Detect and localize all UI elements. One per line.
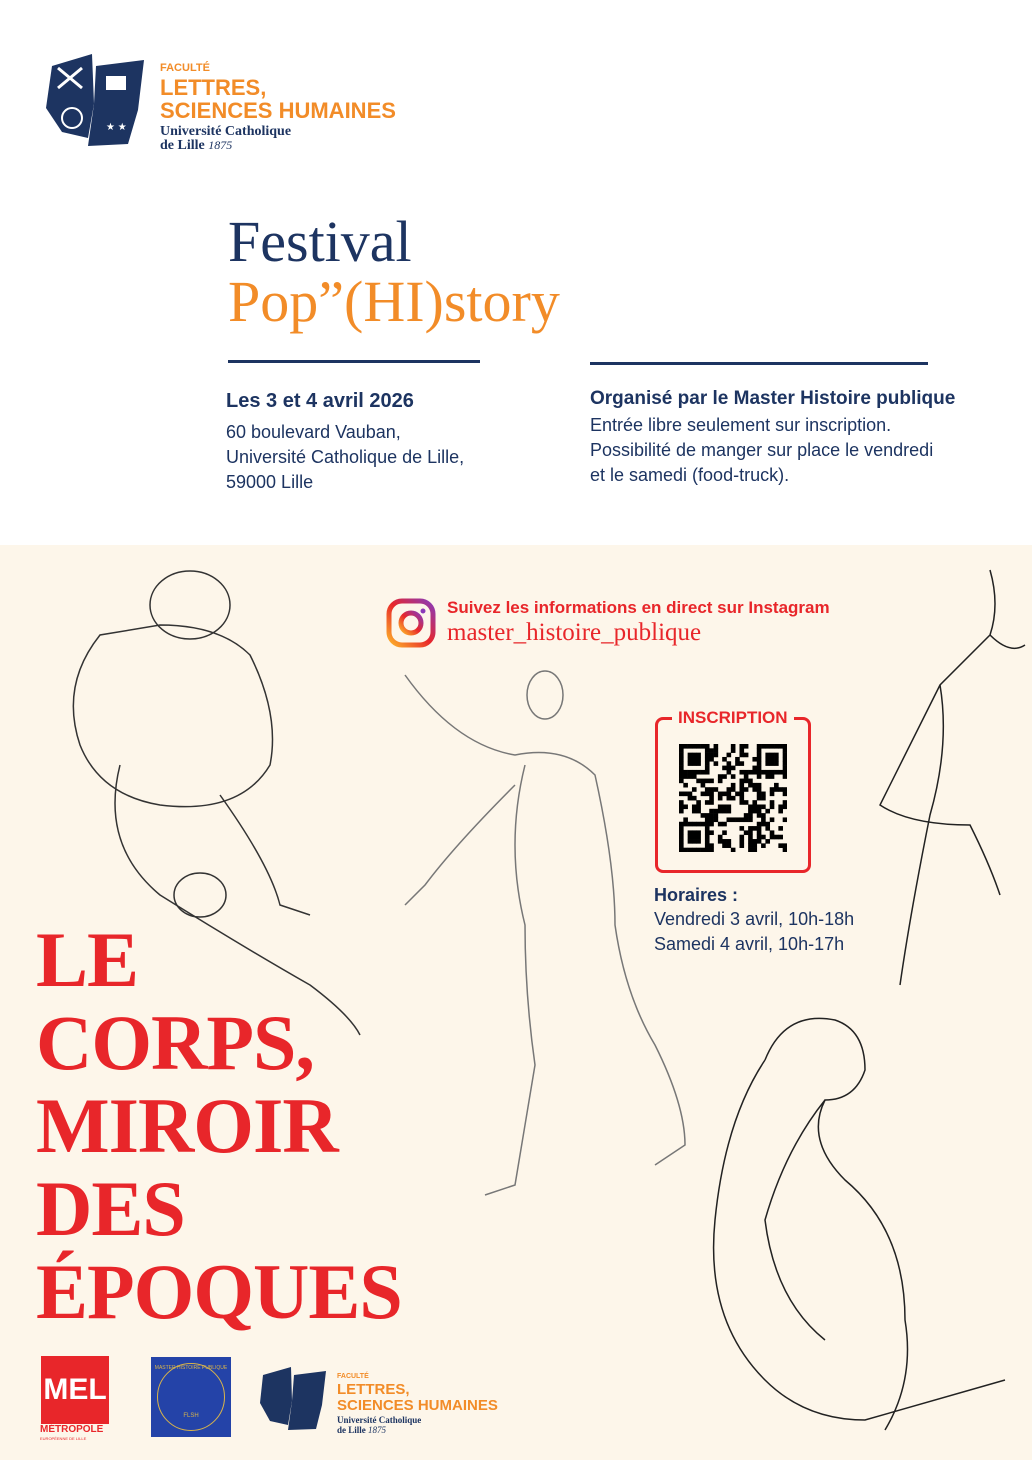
mel-logo: MEL <box>41 1356 109 1424</box>
footer-faculty-name-2: SCIENCES HUMAINES <box>337 1397 498 1414</box>
footer-faculty-name-1: LETTRES, <box>337 1381 410 1398</box>
svg-text:★ ★: ★ ★ <box>106 122 127 133</box>
festival-title: Festival <box>228 209 412 274</box>
organizer-heading: Organisé par le Master Histoire publique <box>590 388 956 409</box>
university-crest-icon <box>44 48 148 148</box>
line-art-figure-illustration <box>705 1000 1025 1440</box>
instagram-icon[interactable] <box>386 598 436 648</box>
event-dates: Les 3 et 4 avril 2026 <box>226 390 414 412</box>
instagram-label: Suivez les informations en direct sur Instagram <box>447 598 830 617</box>
divider-left <box>228 360 480 363</box>
footer-university-city: de Lille 1875 <box>337 1425 386 1435</box>
inscription-label: INSCRIPTION <box>672 708 794 728</box>
university-name: Université Catholique <box>160 124 292 139</box>
mel-sub2: EUROPÉENNE DE LILLE <box>40 1436 87 1441</box>
event-address: 60 boulevard Vauban, Université Catholique de Lille, 59000 Lille <box>226 422 465 492</box>
theme-title: LE CORPS, MIROIR DES ÉPOQUES <box>36 916 402 1335</box>
footer-university-name: Université Catholique <box>337 1415 422 1425</box>
footer-faculty-label: FACULTÉ <box>337 1373 369 1380</box>
hours-list: Vendredi 3 avril, 10h-18h Samedi 4 avril, 10h-17h <box>654 909 855 954</box>
hours-heading: Horaires : <box>654 885 739 905</box>
university-city: de Lille 1875 <box>160 138 233 153</box>
master-seal-logo: MASTER HISTOIRE PUBLIQUE FLSH <box>151 1357 231 1437</box>
qr-code[interactable] <box>679 744 787 852</box>
line-art-woman-illustration <box>850 565 1030 1045</box>
faculty-name-1: LETTRES, <box>160 75 267 100</box>
mel-sub: MÉTROPOLE <box>40 1424 104 1435</box>
divider-right <box>590 362 928 365</box>
faculty-name-2: SCIENCES HUMAINES <box>160 98 396 123</box>
footer-crest-icon <box>258 1363 328 1431</box>
instagram-handle[interactable]: master_histoire_publique <box>447 619 702 646</box>
festival-subtitle: Pop”(HI)story <box>228 269 560 334</box>
organizer-info: Entrée libre seulement sur inscription. Possibilité de manger sur place le vendredi et le samedi (food-truck). <box>590 415 934 485</box>
faculty-label: FACULTÉ <box>160 62 210 74</box>
